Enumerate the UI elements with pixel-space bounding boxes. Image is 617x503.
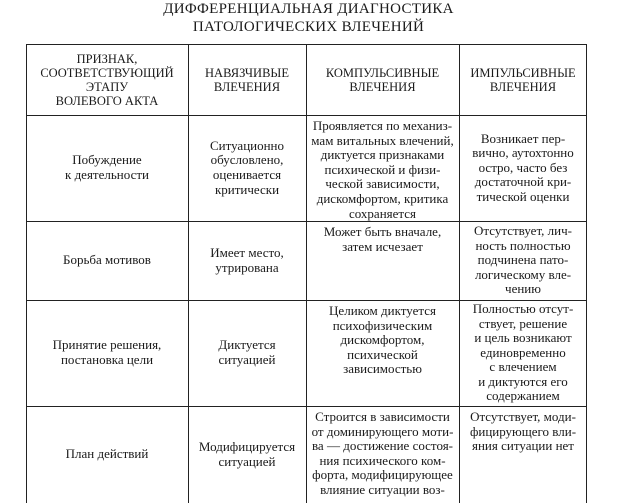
header-feature <box>26 44 188 115</box>
cell-text-line: фицирующего вли- <box>469 423 577 439</box>
cell-text-line: обусловлено, <box>210 152 284 168</box>
cell-text-line: дискомфортом, критика <box>316 190 449 206</box>
document-title-line-1: ДИФФЕРЕНЦИАЛЬНАЯ ДИАГНОСТИКА <box>163 1 454 17</box>
document-title-line-2: ПАТОЛОГИЧЕСКИХ ВЛЕЧЕНИЙ <box>192 19 425 35</box>
cell-text-line: Ситуационно <box>209 137 285 153</box>
cell-text-line: Полностью отсут- <box>472 300 574 316</box>
cell-text-line: мам витальных влечений, <box>311 132 454 148</box>
cell-text-line: Целиком диктуется <box>329 303 436 318</box>
cell-text-line: от доминирующего моти- <box>311 423 454 439</box>
cell-row-4-obsessive <box>188 406 306 503</box>
cell-text-line: ва — достижение состоя- <box>311 438 454 454</box>
cell-text-line: ния психического ком- <box>319 452 446 468</box>
cell-text-line: психофизическим <box>332 317 433 333</box>
cell-text-line: Возникает пер- <box>480 130 566 146</box>
cell-row-2-feature <box>26 221 188 300</box>
cell-text-line: психической <box>347 346 418 362</box>
cell-text-line: с влечением <box>489 359 557 375</box>
cell-text-line: постановка цели <box>60 352 154 367</box>
cell-text-line: ПРИЗНАК, <box>76 51 138 66</box>
cell-text-line: остро, часто без <box>478 159 568 175</box>
cell-text-line: ситуацией <box>218 352 276 367</box>
cell-text-line: ВЛЕЧЕНИЯ <box>213 79 281 94</box>
cell-text-line: Борьба мотивов <box>63 252 151 268</box>
cell-text-line: ность полностью <box>475 237 571 253</box>
cell-text-line: Диктуется <box>218 337 276 353</box>
cell-text-line: влияние ситуации воз- <box>320 481 445 497</box>
cell-text-line: содержанием <box>486 388 560 404</box>
cell-text-line: форта, модифицирующее <box>312 467 453 483</box>
cell-text-line: Имеет место, <box>210 244 284 260</box>
cell-text-line: чению <box>505 281 541 297</box>
cell-text-line: психической и физи- <box>324 161 441 177</box>
cell-text-line: ческой зависимости, <box>325 176 440 192</box>
cell-row-3-feature <box>26 300 188 406</box>
cell-text-line: яния ситуации нет <box>472 438 574 454</box>
cell-text-line: Модифицируется <box>198 438 296 454</box>
cell-text-line: затем исчезает <box>342 238 423 254</box>
cell-text-line: сохраняется <box>348 205 416 221</box>
cell-row-4-feature <box>26 406 188 503</box>
cell-text-line: достаточной кри- <box>474 174 572 190</box>
cell-row-2-obsessive <box>188 221 306 300</box>
cell-text-line: к деятельности <box>65 167 149 182</box>
cell-row-3-obsessive <box>188 300 306 406</box>
cell-text-line: ВЛЕЧЕНИЯ <box>349 79 416 94</box>
header-obsessive <box>188 44 306 115</box>
cell-text-line: зависимостью <box>343 361 422 377</box>
cell-row-2-compulsive <box>306 221 459 300</box>
cell-text-line: Отсутствует, моди- <box>470 409 576 424</box>
cell-text-line: и диктуются его <box>478 373 568 389</box>
cell-text-line: вично, аутохтонно <box>472 145 574 161</box>
cell-text-line: ИМПУЛЬСИВНЫЕ <box>470 65 576 80</box>
cell-text-line: ВОЛЕВОГО АКТА <box>55 93 159 108</box>
cell-text-line: СООТВЕТСТВУЮЩИЙ <box>40 65 174 80</box>
cell-row-3-compulsive <box>306 300 459 406</box>
cell-text-line: Побуждение <box>72 152 142 168</box>
cell-text-line: Проявляется по механиз- <box>312 118 453 133</box>
cell-text-line: тической оценки <box>476 188 570 204</box>
cell-row-2-impulsive <box>459 221 587 300</box>
cell-row-1-impulsive <box>459 115 587 221</box>
cell-text-line: ситуацией <box>218 453 276 469</box>
cell-text-line: логическому вле- <box>474 266 572 282</box>
cell-text-line: подчинена пато- <box>477 252 569 268</box>
cell-row-4-compulsive <box>306 406 459 503</box>
cell-row-1-obsessive <box>188 115 306 221</box>
cell-text-line: План действий <box>65 446 149 462</box>
cell-text-line: КОМПУЛЬСИВНЫЕ <box>325 65 440 80</box>
header-impulsive <box>459 44 587 115</box>
cell-text-line: ствует, решение <box>478 315 568 331</box>
cell-text-line: дискомфортом, <box>340 332 425 348</box>
cell-text-line: единовременно <box>480 344 566 360</box>
cell-text-line: диктуется признаками <box>320 147 445 163</box>
cell-text-line: НАВЯЗЧИВЫЕ <box>205 65 289 80</box>
cell-text-line: Принятие решения, <box>52 337 162 353</box>
cell-text-line: Отсутствует, лич- <box>474 223 572 239</box>
cell-row-3-impulsive <box>459 300 587 406</box>
cell-text-line: Может быть вначале, <box>323 224 442 239</box>
cell-text-line: Строится в зависимости <box>315 409 450 424</box>
cell-text-line: ЭТАПУ <box>85 79 129 94</box>
cell-text-line: утрирована <box>215 259 279 275</box>
header-compulsive <box>306 44 459 115</box>
cell-row-4-impulsive <box>459 406 587 503</box>
cell-text-line: ВЛЕЧЕНИЯ <box>489 79 557 94</box>
cell-row-1-compulsive <box>306 115 459 221</box>
cell-text-line: оценивается <box>212 167 282 182</box>
cell-row-1-feature <box>26 115 188 221</box>
cell-text-line: и цель возникают <box>474 330 572 346</box>
cell-text-line: критически <box>214 181 280 197</box>
